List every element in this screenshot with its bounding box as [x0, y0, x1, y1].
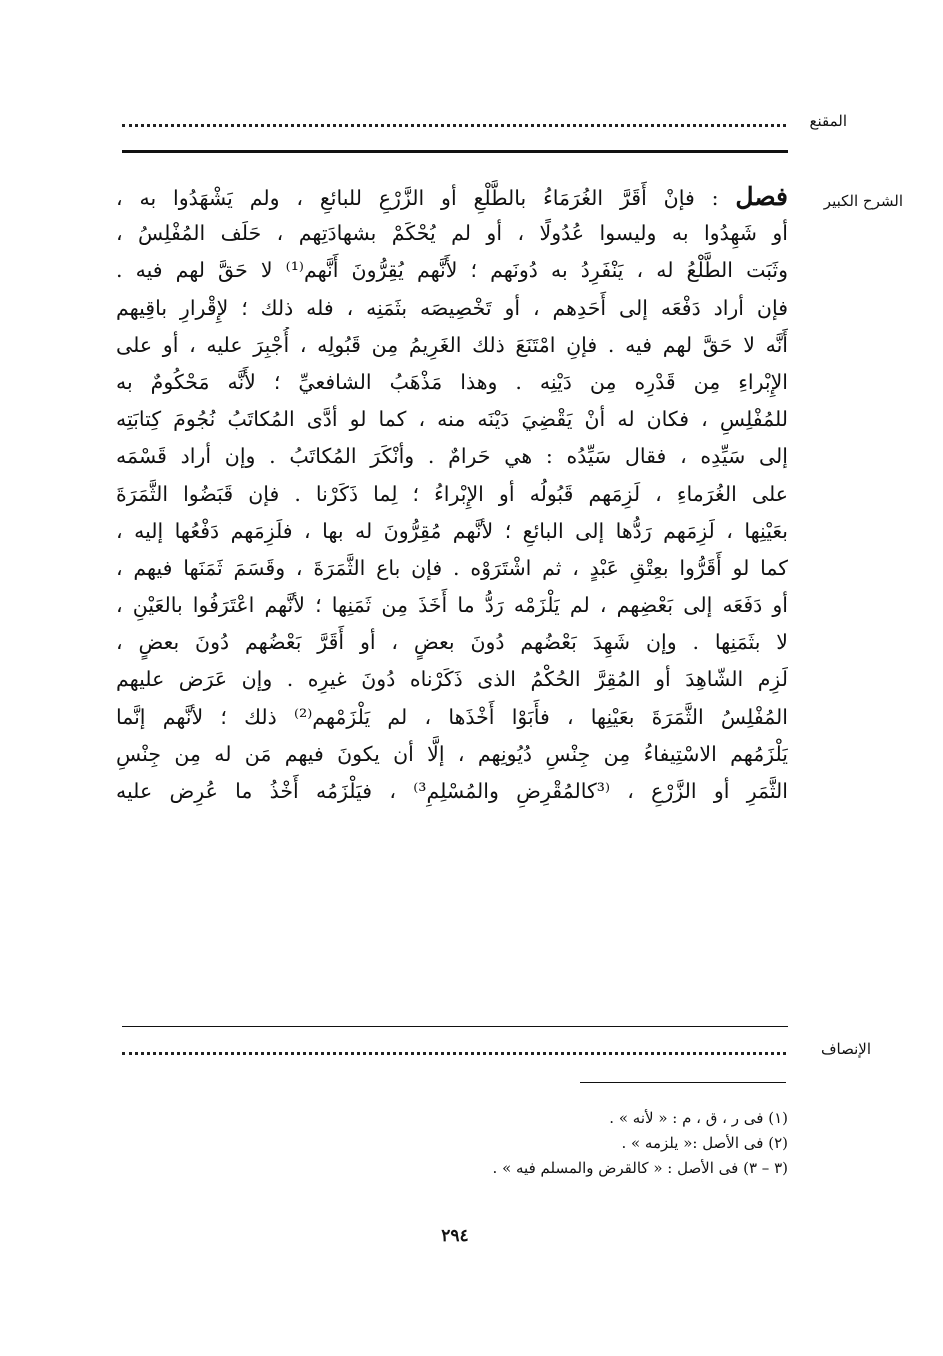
section-heading: فصل	[735, 182, 788, 211]
commentary-label: الشرح الكبير	[823, 192, 903, 210]
header-rule	[122, 150, 788, 153]
page-number: ٢٩٤	[441, 1226, 469, 1246]
book-label: المقنع	[809, 112, 847, 130]
text-line: فصل : فإنْ أَقَرَّ الغُرَمَاءُ بالطَّلْعِ أو الزَّرْعِ للبائعِ ، ولم يَشْهَدُوا به ،	[116, 182, 788, 211]
text-line: بعَيْنِها ، لَزِمَهم رَدُّها إلى البائعِ ؛ لأنَّهم مُقِرُّونَ له بها ، فلَزِمَهم دَفْعُها إليه ،	[116, 518, 788, 543]
text-line: فإن أراد دَفْعَه إلى أَحَدِهم ، أو تَخْصِيصَه بثَمَنِه ، فله ذلك ؛ لإِقْرارِ باقِيهم	[116, 295, 788, 320]
text-line: الإِبْراءِ مِن قَدْرِه مِن دَيْنِه . وهذا مَذْهَبُ الشافعيِّ ؛ لأَنَّه مَحْكُومٌ به	[116, 369, 788, 394]
text-line: يَلْزَمُهم الاسْتِيفاءُ مِن جِنْسِ دُيُونِهم ، إلَّا أن يكونَ فيهم مَن له مِن جِنْسِ	[116, 741, 788, 766]
text-line: أَنَّه لا حَقَّ لهم فيه . فإنِ امْتَنَعَ ذلك الغَرِيمُ مِن قَبُولِه ، أُجْبِرَ عليه ، أو على	[116, 332, 788, 357]
text-line: الثَّمَرِ أو الزَّرْعِ ، ⁽³كالمُقْرِضِ والمُسْلِمِ³⁾ ، فيَلْزَمُه أَخْذُ ما عُرِض عليه	[116, 779, 788, 803]
footnote: (٣ – ٣) فى الأصل : « كالقرض والمسلم فيه » .	[492, 1159, 788, 1177]
text-line: المُفْلِسُ الثَّمَرَةَ بعَيْنِها ، فأَبَوْا أَخْذَها ، لم يَلْزَمْهم⁽²⁾ ذلك ؛ لأنَّهم إنَّما	[116, 704, 788, 729]
insaf-label: الإنصاف	[820, 1040, 871, 1058]
text-line: لَزِم الشّاهِدَ أو المُقِرَّ الحُكْمُ الذى ذَكَرْناه دُونَ غيرِه . وإن عَرَض عليهم	[116, 667, 788, 692]
text-line: أو شَهِدُوا به وليسوا عُدُولًا ، أو لم يُحْكَمْ بشهادَتِهم ، حَلَف المُفْلِسُ ،	[116, 221, 788, 246]
main-text	[116, 178, 788, 810]
text-line: أو دَفَعَه إلى بَعْضِهم ، لم يَلْزَمْه رَدُّ ما أَخَذَ مِن ثَمَنِها ؛ لأنَّهم اعْتَرَفُوا بالعَيْنِ ،	[116, 593, 788, 618]
text-line: لا بثَمَنِها . وإن شَهِدَ بَعْضُهم دُونَ بعضٍ ، أو أَقَرَّ بَعْضُهم دُونَ بعضٍ ،	[116, 630, 788, 655]
text-line: إلى سَيِّدِه ، فقال سَيِّدُه : هي حَرامٌ . وأنْكَرَ المُكاتَبُ . وإن أراد قَسْمَه	[116, 444, 788, 469]
text-line: وثَبَت الطَّلْعُ له ، يَنْفَرِدُ به دُونَهم ؛ لأَنَّهم يُقِرُّونَ أَنَّهم⁽¹⁾ لا حَقَّ لهم فيه .	[116, 258, 788, 283]
header-dotted-line	[122, 124, 786, 127]
text-line: للمُفْلِسِ ، فكان له أنْ يَقْضِيَ دَيْنَه منه ، كما لو أدَّى المُكاتَبُ نُجُومَ كِتابَتِه	[116, 407, 788, 432]
insaf-rule	[122, 1026, 788, 1027]
footnotes	[300, 1106, 788, 1181]
insaf-dotted-line	[122, 1052, 786, 1055]
footnote-rule	[580, 1082, 786, 1083]
text-line: على الغُرَماءِ ، لَزِمَهم قَبُولُه أو الإِبْراءُ ؛ لِما ذَكَرْنا . فإن قَبَضُوا الثَّمَرَةَ	[116, 481, 788, 506]
footnote: (٢) فى الأصل :« يلزمه » .	[621, 1134, 788, 1152]
footnote: (١) فى ر ، ق ، م : « لأنه » .	[609, 1109, 788, 1127]
text-line: كما لو أَقَرُّوا بعِتْقِ عَبْدٍ ، ثم اشْتَرَوْه . فإن باع الثَّمَرَةَ ، وقَسَمَ ثَمَنَها فيهم ،	[116, 555, 788, 580]
